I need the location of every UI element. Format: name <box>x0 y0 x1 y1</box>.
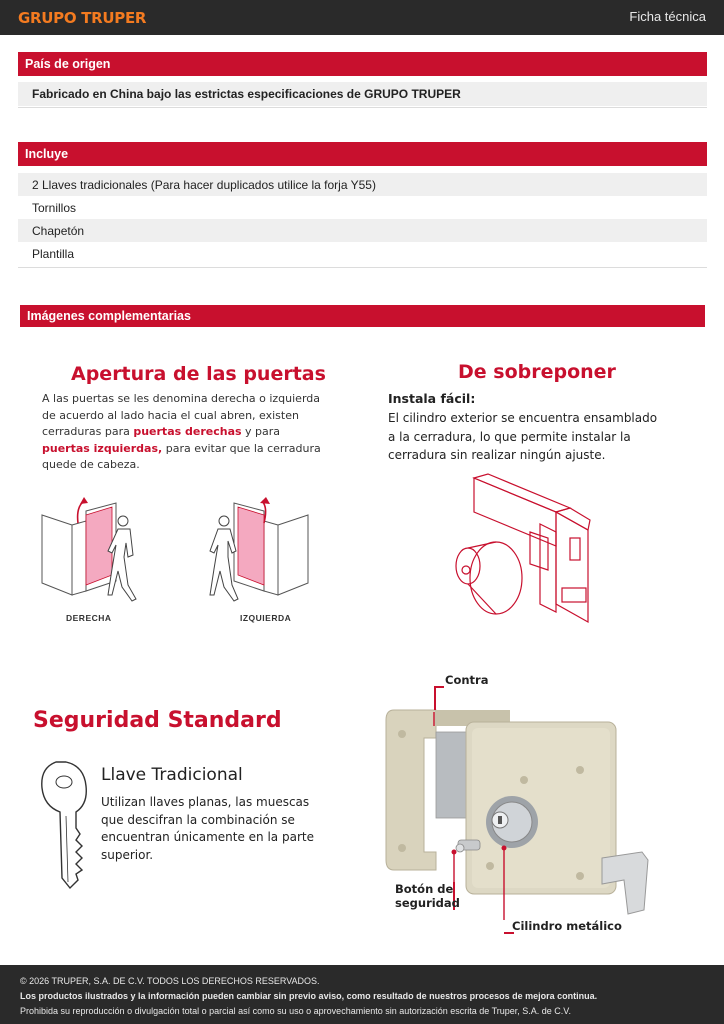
divider <box>18 107 707 108</box>
truper-logo: GRUPO TRUPER <box>18 9 147 27</box>
callout-line-contra <box>434 686 436 710</box>
callout-boton: Botón de seguridad <box>395 882 460 910</box>
section-images-header: Imágenes complementarias <box>20 305 705 327</box>
footer-copyright: © 2026 TRUPER, S.A. DE C.V. TODOS LOS DERECHOS RESERVADOS. <box>20 976 320 986</box>
llave-subtitle: Llave Tradicional <box>101 765 243 785</box>
footer-notice: Los productos ilustrados y la información pueden cambiar sin previo aviso, como resultado de nuestros procesos de mejora continua. <box>20 991 598 1001</box>
divider <box>18 267 707 268</box>
callout-contra: Contra <box>445 673 489 687</box>
lock-line-drawing <box>440 472 600 632</box>
door-right-illustration <box>38 495 148 603</box>
llave-text: Utilizan llaves planas, las muescas que descifran la combinación se encuentran únicamente en la parte superior. <box>101 795 314 862</box>
footer-legal: Prohibida su reproducción o divulgación total o parcial así como su uso o aprovechamiento sin autorización escrita de Truper, S.A. de C.V. <box>20 1006 571 1016</box>
top-bar <box>0 0 724 35</box>
sobreponer-text: El cilindro exterior se encuentra ensamblado a la cerradura, lo que permite instalar la cerradura sin realizar ningún ajuste. <box>388 411 658 462</box>
apertura-title: Apertura de las puertas <box>71 363 326 385</box>
sobreponer-title: De sobreponer <box>458 361 616 383</box>
sobreponer-subtitle: Instala fácil: <box>388 391 476 406</box>
section-includes-header: Incluye <box>18 142 707 166</box>
key-icon <box>36 758 92 892</box>
footer <box>0 965 724 1024</box>
caption-derecha: DERECHA <box>66 613 112 623</box>
callout-cilindro: Cilindro metálico <box>512 919 622 933</box>
door-left-illustration <box>202 495 312 603</box>
seguridad-title: Seguridad Standard <box>33 708 282 733</box>
caption-izquierda: IZQUIERDA <box>240 613 292 623</box>
callout-line-contra-h <box>434 686 444 688</box>
apertura-text: A las puertas se les denomina derecha o izquierda de acuerdo al lado hacia el cual abren, existen cerraduras para puertas derechas y para puertas izquierdas, para evitar que la cerradura quede de cabeza. <box>42 392 321 471</box>
origin-text: Fabricado en China bajo las estrictas especificaciones de GRUPO TRUPER <box>18 82 707 106</box>
list-item: Plantilla <box>32 247 75 261</box>
list-item: 2 Llaves tradicionales (Para hacer duplicados utilice la forja Y55) <box>18 173 707 196</box>
list-item: Tornillos <box>32 200 77 215</box>
doc-type-label: Ficha técnica <box>629 9 706 24</box>
section-origin-header: País de origen <box>18 52 707 76</box>
list-item: Chapetón <box>18 219 707 242</box>
